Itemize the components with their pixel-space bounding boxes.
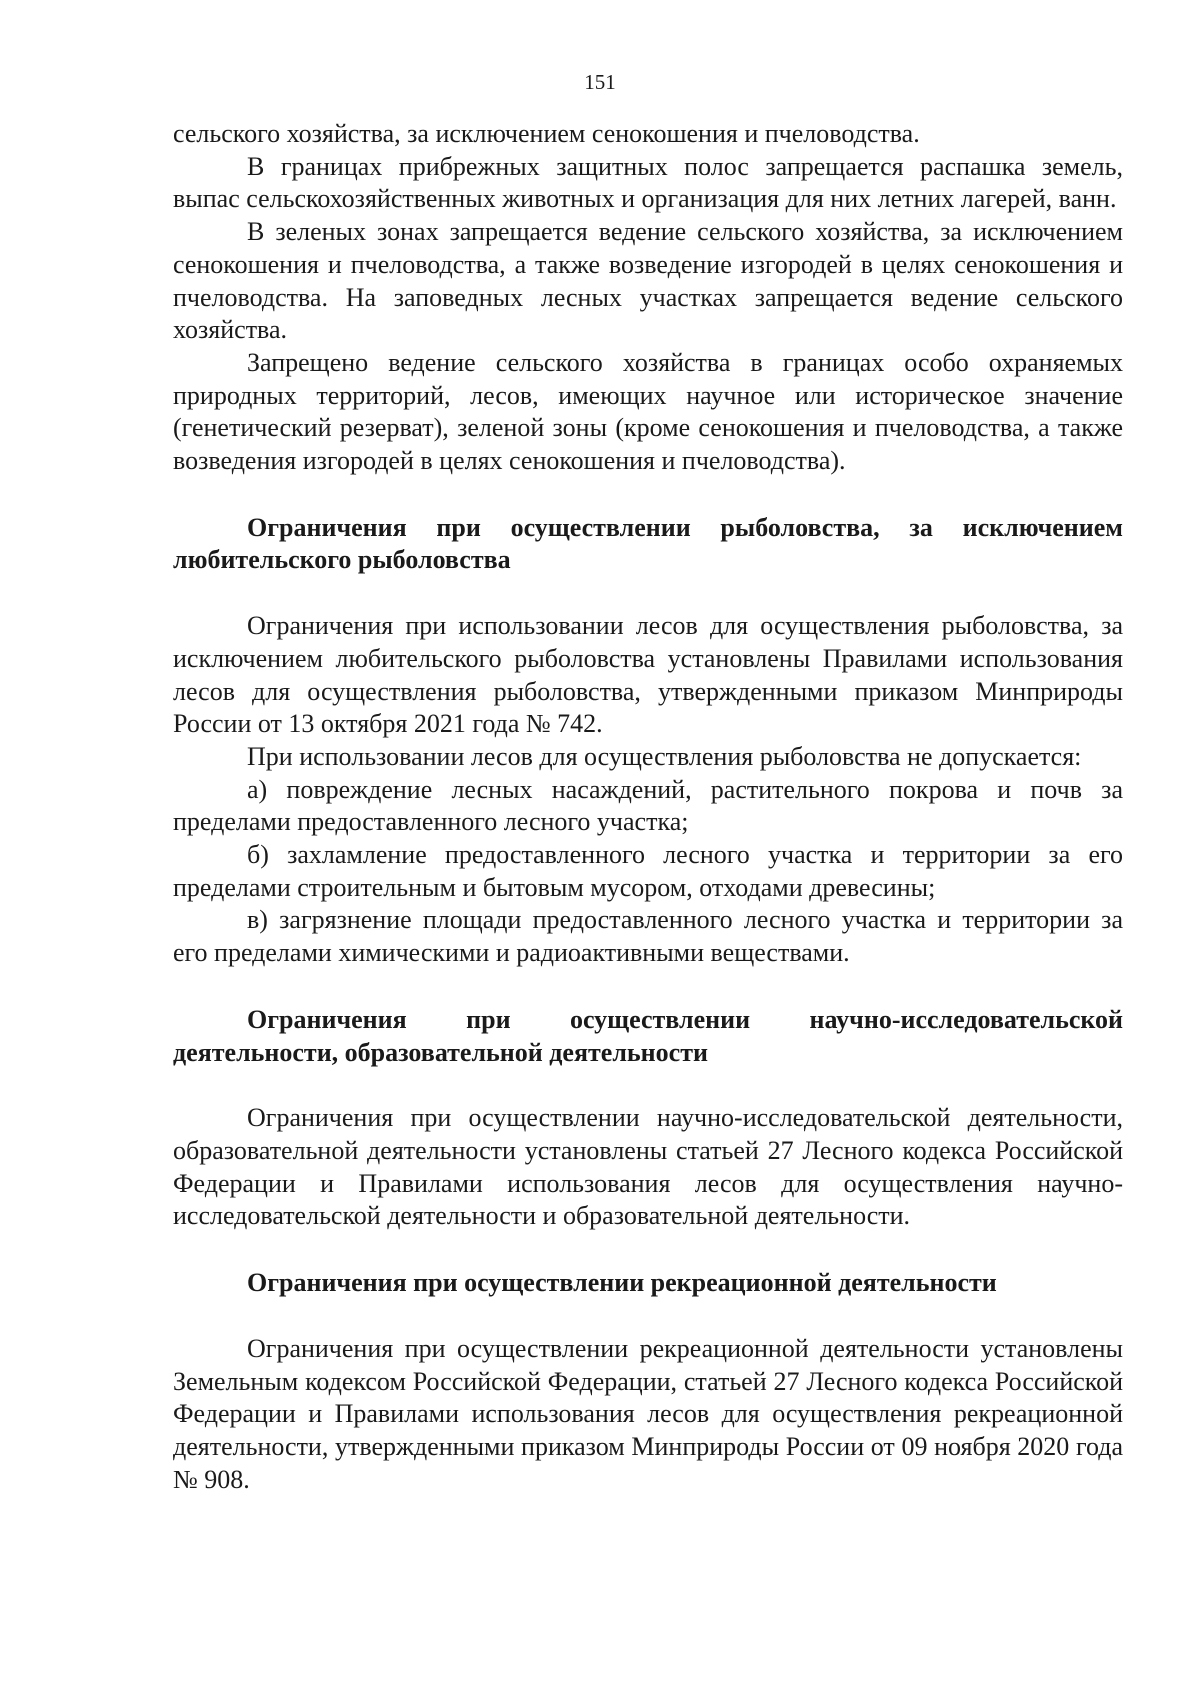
paragraph: В зеленых зонах запрещается ведение сельского хозяйства, за исключением сенокошения и пчеловодства, а также возведение изгородей в целях сенокошения и пчеловодства. На заповедных лесных участках запрещается ведение сельского хозяйства.: [173, 217, 1123, 345]
paragraph: В границах прибрежных защитных полос запрещается распашка земель, выпас сельскохозяйственных животных и организация для них летних лагерей, ванн.: [173, 151, 1123, 214]
paragraph: При использовании лесов для осуществления рыболовства не допускается:: [247, 741, 1082, 771]
section-heading-fishing: Ограничения при осуществлении рыболовства, за исключением любительского рыболовства: [173, 512, 1123, 575]
paragraph: Ограничения при осуществлении научно-исследовательской деятельности, образовательной деятельности установлены статьей 27 Лесного кодекса Российской Федерации и Правилами использования лесов для осуществления научно-исследовательской деятельности и образовательной деятельности.: [173, 1103, 1123, 1231]
section-heading-recreation: Ограничения при осуществлении рекреационной деятельности: [247, 1268, 997, 1298]
paragraph-continuation: сельского хозяйства, за исключением сенокошения и пчеловодства.: [173, 119, 920, 148]
paragraph: Запрещено ведение сельского хозяйства в границах особо охраняемых природных территорий, лесов, имеющих научное или историческое значение (генетический резерват), зеленой зоны (кроме сенокошения и пчеловодства, а также возведения изгородей в целях сенокошения и пчеловодства).: [173, 347, 1123, 476]
document-body: [173, 118, 1123, 1496]
paragraph: Ограничения при осуществлении рекреационной деятельности установлены Земельным кодексом Российской Федерации, статьей 27 Лесного кодекса Российской Федерации и Правилами использования лесов для осуществления рекреационной деятельности, утвержденными приказом Минприроды России от 09 ноября 2020 года № 908.: [173, 1333, 1123, 1494]
paragraph: Ограничения при использовании лесов для осуществления рыболовства, за исключением любительского рыболовства установлены Правилами использования лесов для осуществления рыболовства, утвержденными приказом Минприроды России от 13 октября 2021 года № 742.: [173, 611, 1123, 739]
list-item: в) загрязнение площади предоставленного лесного участка и территории за его пределами химическими и радиоактивными веществами.: [173, 905, 1123, 968]
section-heading-research: Ограничения при осуществлении научно-исследовательской деятельности, образовательной деятельности: [173, 1004, 1123, 1067]
page-number: 151: [584, 70, 616, 94]
list-item: а) повреждение лесных насаждений, растительного покрова и почв за пределами предоставленного лесного участка;: [173, 774, 1123, 837]
list-item: б) захламление предоставленного лесного участка и территории за его пределами строительным и бытовым мусором, отходами древесины;: [173, 840, 1123, 902]
